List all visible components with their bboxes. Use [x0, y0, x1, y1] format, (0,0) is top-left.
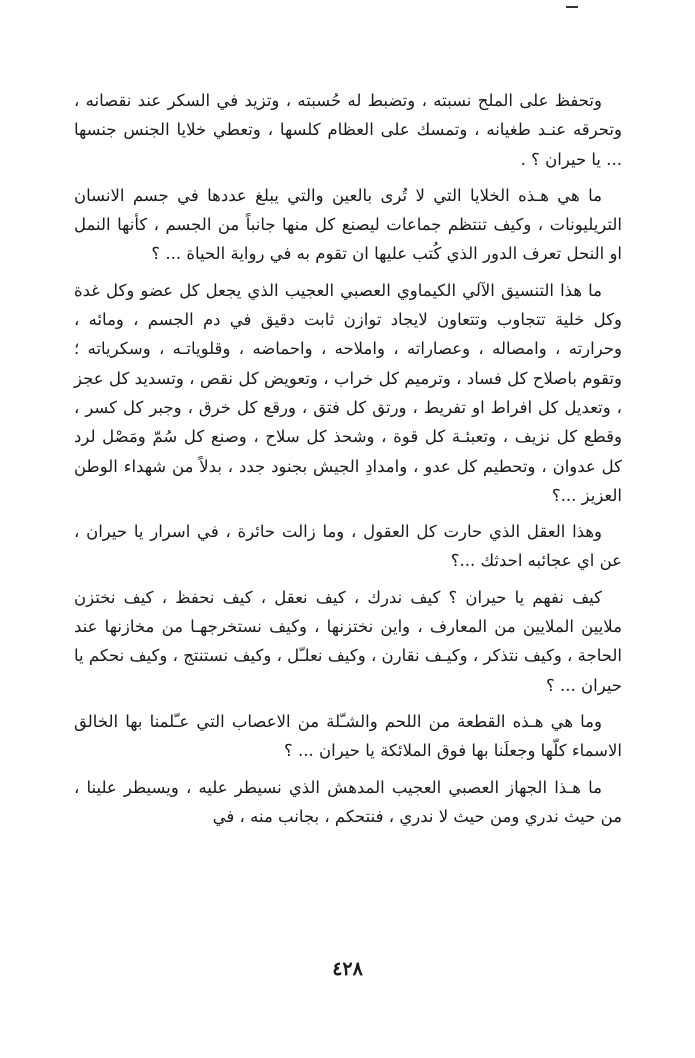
paragraph: كيف نفهم يا حيران ؟ كيف ندرك ، كيف نعقل ، كيف نحفظ ، كيف نختزن ملايين الملايين من المعارف ، واين نختزنها ، وكيف نستخرجهـا من مخازنها عند الحاجة ، وكيف نتذكر ، وكيـف نقارن ، وكيف نعلـّل ، وكيف نستنتج ، وكيف نحكم يا حيران ... ؟ [74, 587, 622, 695]
paragraph: وتحفظ على الملح نسبته ، وتضبط له حُسبته ، وتزيد في السكر عند نقصانه ، وتحرقه عنـد طغيانه ، وتمسك على العظام كلسها ، وتعطي خلايا الجنس جنسها ... يا حيران ؟ . [74, 91, 622, 169]
page-number: ٤٢٨ [332, 958, 363, 980]
paragraph: ما هي هـذه الخلايا التي لا تُرى بالعين والتي يبلغ عددها في جسم الانسان التريليونات ، وكيف تنتظم جماعات ليصنع كل منها جانباً من الجسم ، كأنها النمل او النحل تعرف الدور الذي كُتب عليها ان تقوم به في رواية الحياة ... ؟ [74, 185, 622, 264]
paragraph: وما هي هـذه القطعة من اللحم والشـّلة من الاعصاب التي عـّلمنا بها الخالق الاسماء كلّها وجعلَنا بها فوق الملائكة يا حيران ... ؟ [74, 711, 622, 761]
top-margin-mark [566, 6, 578, 8]
paragraph: ما هذا التنسيق الآلي الكيماوي العصبي العجيب الذي يجعل كل عضو وكل غدة وكل خلية تتجاوب وتتعاون لايجاد توازن ثابت دقيق في دم الجسم ، ومائه ، وحرارته ، وامصاله ، وعصاراته ، واملاحه ، واحماضه ، وقلوياتـه ، وسكرياته ؛ وتقوم باصلاح كل فساد ، وترميم كل خراب ، وتعويض كل نقص ، وتسديد كل عجز ، وتعديل كل افراط او تفريط ، ورتق كل فتق ، ورقع كل خرق ، وجبر كل كسر ، وقطع كل نزيف ، وتعبئـة كل قوة ، وشحذ كل سلاح ، وصنع كل سُمّ ومَصْل لرد كل عدوان ، وتحطيم كل عدو ، وامدادِ الجيش بجنود جدد ، بدلاً من شهداء الوطن العزيز ...؟ [74, 280, 622, 505]
paragraph: وهذا العقل الذي حارت كل العقول ، وما زالت حائرة ، في اسرار يا حيران ، عن اي عجائبه احدثك ...؟ [74, 522, 622, 571]
body-text [74, 86, 622, 838]
paragraph: ما هـذا الجهاز العصبي العجيب المدهش الذي نسيطر عليه ، ويسيطر علينا ، من حيث ندري ومن حيث لا ندري ، فنتحكم ، بجانب منه ، في [74, 777, 622, 826]
